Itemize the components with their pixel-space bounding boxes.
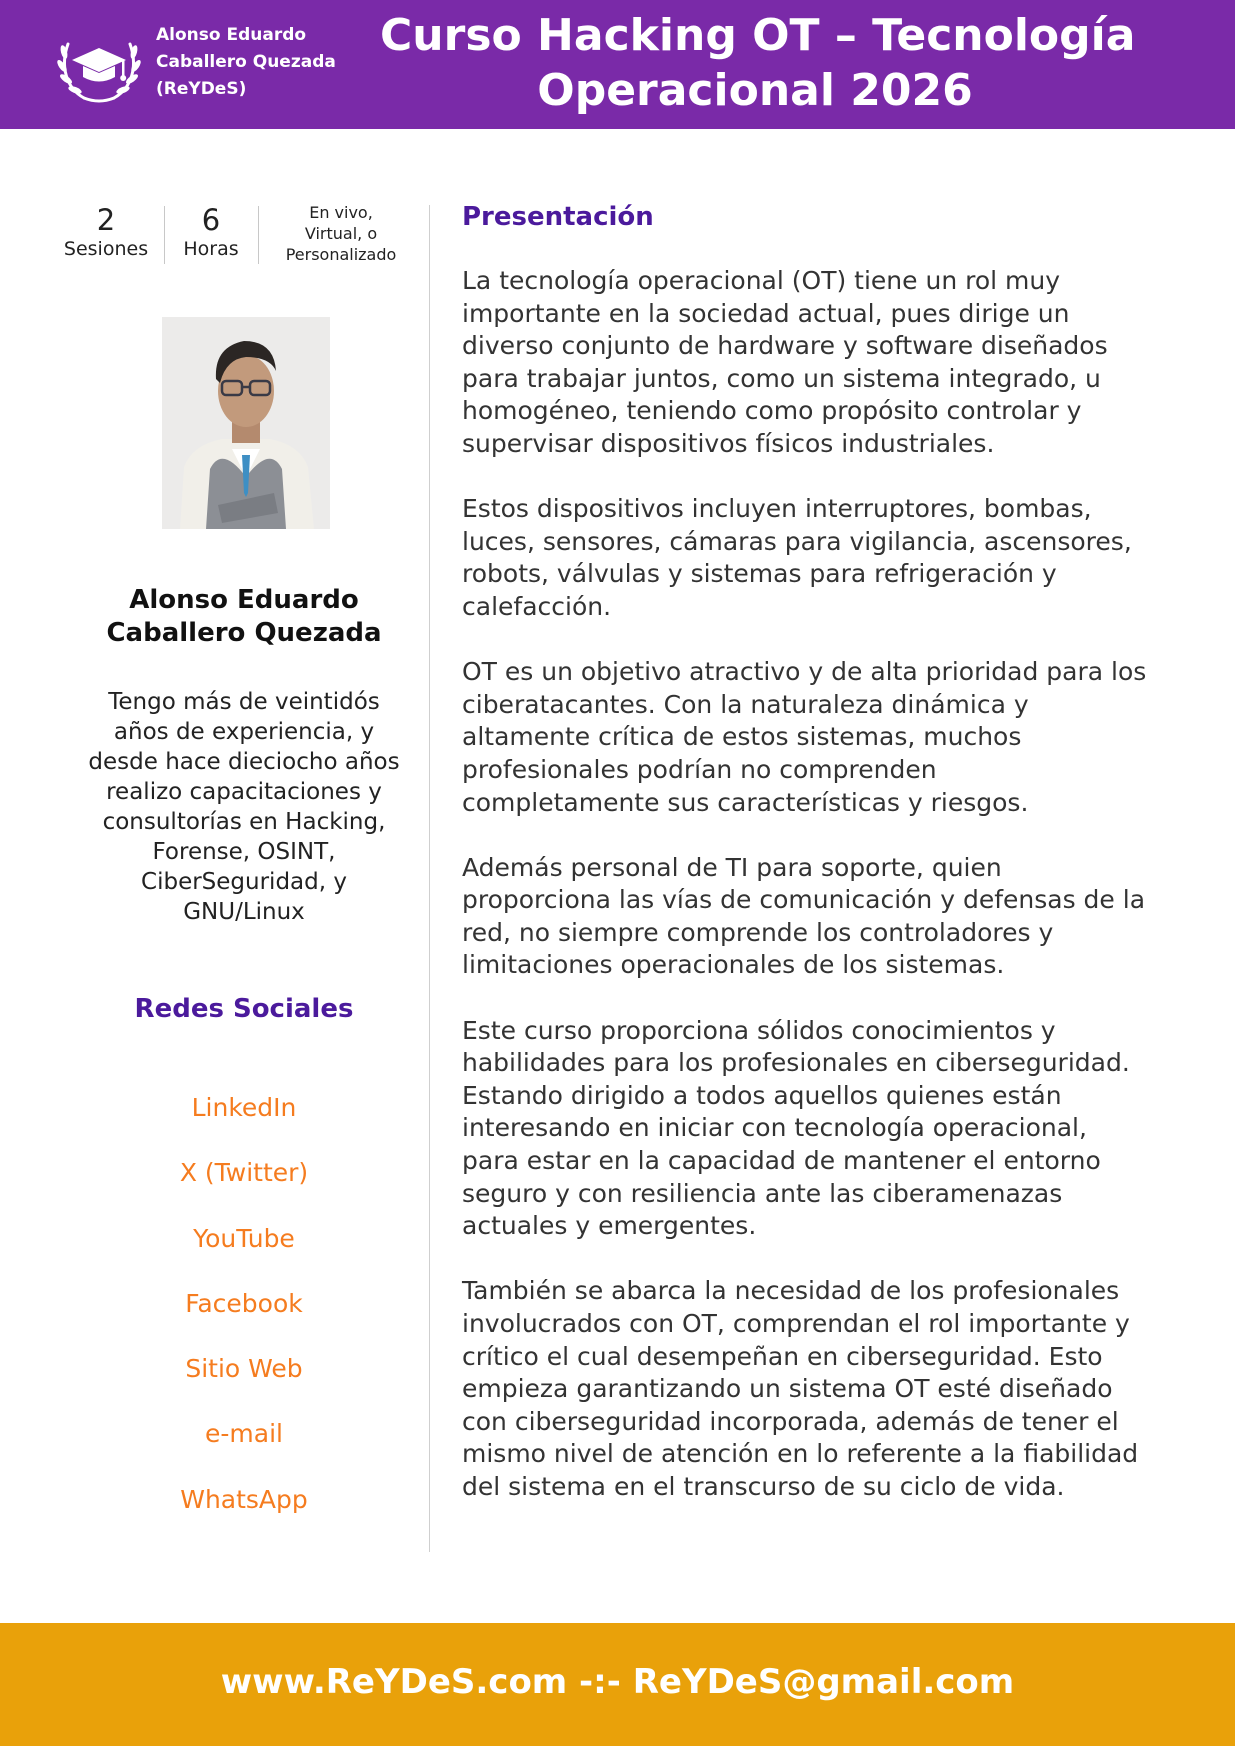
profile-name	[74, 584, 414, 650]
bio-line: GNU/Linux	[183, 899, 305, 925]
stat-divider	[258, 206, 259, 264]
presentation-paragraph	[462, 1015, 1182, 1243]
paragraph-line: diverso conjunto de hardware y software diseñados	[462, 331, 1108, 361]
paragraph-line: importante en la sociedad actual, pues dirige un	[462, 298, 1070, 328]
social-link-linkedin[interactable]: LinkedIn	[191, 1093, 297, 1122]
stat-mode-line: Personalizado	[285, 245, 397, 264]
social-links	[74, 1090, 414, 1547]
bio-line: años de experiencia, y	[113, 719, 375, 745]
bio-line: CiberSeguridad, y	[141, 869, 347, 895]
paragraph-line: También se abarca la necesidad de los profesionales	[462, 1276, 1120, 1306]
paragraph-line: altamente crítica de estos sistemas, muchos	[462, 722, 1022, 752]
paragraph-line: mismo nivel de atención en lo referente a la fiabilidad	[462, 1439, 1139, 1469]
paragraph-line: supervisar dispositivos físicos industriales.	[462, 428, 995, 458]
paragraph-line: crítico el cual desempeñan en ciberseguridad. Esto	[462, 1341, 1103, 1371]
paragraph-line: luces, sensores, cámaras para vigilancia, ascensores,	[462, 526, 1132, 556]
paragraph-line: Estos dispositivos incluyen interruptores, bombas,	[462, 494, 1092, 524]
paragraph-line: habilidades para los profesionales en ciberseguridad.	[462, 1048, 1130, 1078]
stat-sessions-label: Sesiones	[63, 238, 149, 260]
page-title-line: Operacional 2026	[537, 65, 973, 116]
paragraph-line: limitaciones operacionales de los sistemas.	[462, 950, 1005, 980]
bio-line: Forense, OSINT,	[152, 839, 336, 865]
stat-hours-value: 6	[201, 203, 221, 237]
paragraph-line: involucrados con OT, comprendan el rol importante y	[462, 1309, 1130, 1338]
paragraph-line: para estar en la capacidad de mantener el entorno	[462, 1146, 1101, 1176]
presentation-paragraph	[462, 265, 1182, 461]
bio-line: desde hace dieciocho años	[88, 749, 400, 775]
author-brand-line: (ReYDeS)	[156, 79, 247, 99]
stat-sessions	[56, 203, 156, 261]
column-divider	[429, 205, 430, 1552]
paragraph-line: La tecnología operacional (OT) tiene un rol muy	[462, 266, 1061, 295]
social-link-twitter[interactable]: X (Twitter)	[179, 1158, 309, 1188]
profile-bio	[74, 687, 414, 927]
author-brand-line: Alonso Eduardo	[156, 25, 307, 45]
paragraph-line: Además personal de TI para soporte, quien	[462, 852, 1002, 882]
profile-name-line: Caballero Quezada	[106, 618, 382, 648]
page-title-line: Curso Hacking OT – Tecnología	[380, 10, 1136, 61]
stat-hours-label: Horas	[183, 238, 239, 260]
paragraph-line: Este curso proporciona sólidos conocimientos y	[462, 1015, 1056, 1045]
bio-line: consultorías en Hacking,	[102, 809, 386, 835]
paragraph-line: interesando en iniciar con tecnología operacional,	[462, 1113, 1087, 1143]
page-title	[380, 8, 1136, 118]
stat-sessions-value: 2	[96, 203, 116, 237]
author-brand-line: Caballero Quezada	[156, 52, 336, 72]
presentation-paragraph	[462, 1275, 1182, 1503]
paragraph-line: calefacción.	[462, 591, 612, 621]
social-link-website[interactable]: Sitio Web	[185, 1354, 303, 1384]
paragraph-line: ciberatacantes. Con la naturaleza dinámica y	[462, 689, 1029, 719]
paragraph-line: red, no siempre comprende los controladores y	[462, 917, 1054, 947]
paragraph-line: proporciona las vías de comunicación y defensas de la	[462, 885, 1146, 915]
paragraph-line: profesionales podrían no comprenden	[462, 754, 937, 784]
presentation-body	[462, 265, 1182, 1536]
paragraph-line: actuales y emergentes.	[462, 1211, 757, 1241]
social-link-whatsapp[interactable]: WhatsApp	[180, 1484, 308, 1514]
presentation-paragraph	[462, 852, 1182, 982]
bio-line: realizo capacitaciones y	[106, 779, 382, 805]
presentation-paragraph	[462, 656, 1182, 819]
graduation-cap-laurel-icon	[56, 22, 142, 104]
footer-contact: www.ReYDeS.com -:- ReYDeS@gmail.com	[220, 1662, 1015, 1702]
presentation-title: Presentación	[462, 202, 654, 232]
stat-divider	[164, 206, 165, 264]
author-brand	[156, 22, 356, 103]
stat-mode-line: Virtual, o	[304, 224, 378, 243]
social-link-email[interactable]: e-mail	[205, 1419, 283, 1449]
stat-mode-line: En vivo,	[309, 203, 373, 222]
social-link-facebook[interactable]: Facebook	[185, 1288, 303, 1318]
profile-name-line: Alonso Eduardo	[129, 585, 359, 615]
stat-mode	[270, 202, 412, 265]
paragraph-line: robots, válvulas y sistemas para refrigeración y	[462, 559, 1057, 589]
header-bar	[0, 0, 1235, 129]
paragraph-line: para trabajar juntos, como un sistema integrado, u	[462, 363, 1101, 393]
paragraph-line: del sistema en el transcurso de su ciclo de vida.	[462, 1471, 1065, 1501]
social-section-title: Redes Sociales	[134, 994, 354, 1024]
social-link-youtube[interactable]: YouTube	[193, 1223, 295, 1253]
paragraph-line: homogéneo, teniendo como propósito controlar y	[462, 396, 1082, 426]
bio-line: Tengo más de veintidós	[108, 689, 380, 715]
paragraph-line: completamente sus características y riesgos.	[462, 787, 1029, 817]
presentation-paragraph	[462, 493, 1182, 623]
profile-photo	[162, 317, 330, 529]
paragraph-line: OT es un objetivo atractivo y de alta prioridad para los	[462, 657, 1147, 687]
paragraph-line: empieza garantizando un sistema OT esté diseñado	[462, 1374, 1113, 1404]
footer-bar	[0, 1623, 1235, 1746]
paragraph-line: con ciberseguridad incorporada, además de tener el	[462, 1406, 1119, 1436]
paragraph-line: Estando dirigido a todos aquellos quienes están	[462, 1080, 1062, 1110]
paragraph-line: seguro y con resiliencia ante las ciberamenazas	[462, 1178, 1063, 1208]
stat-hours	[172, 203, 250, 261]
